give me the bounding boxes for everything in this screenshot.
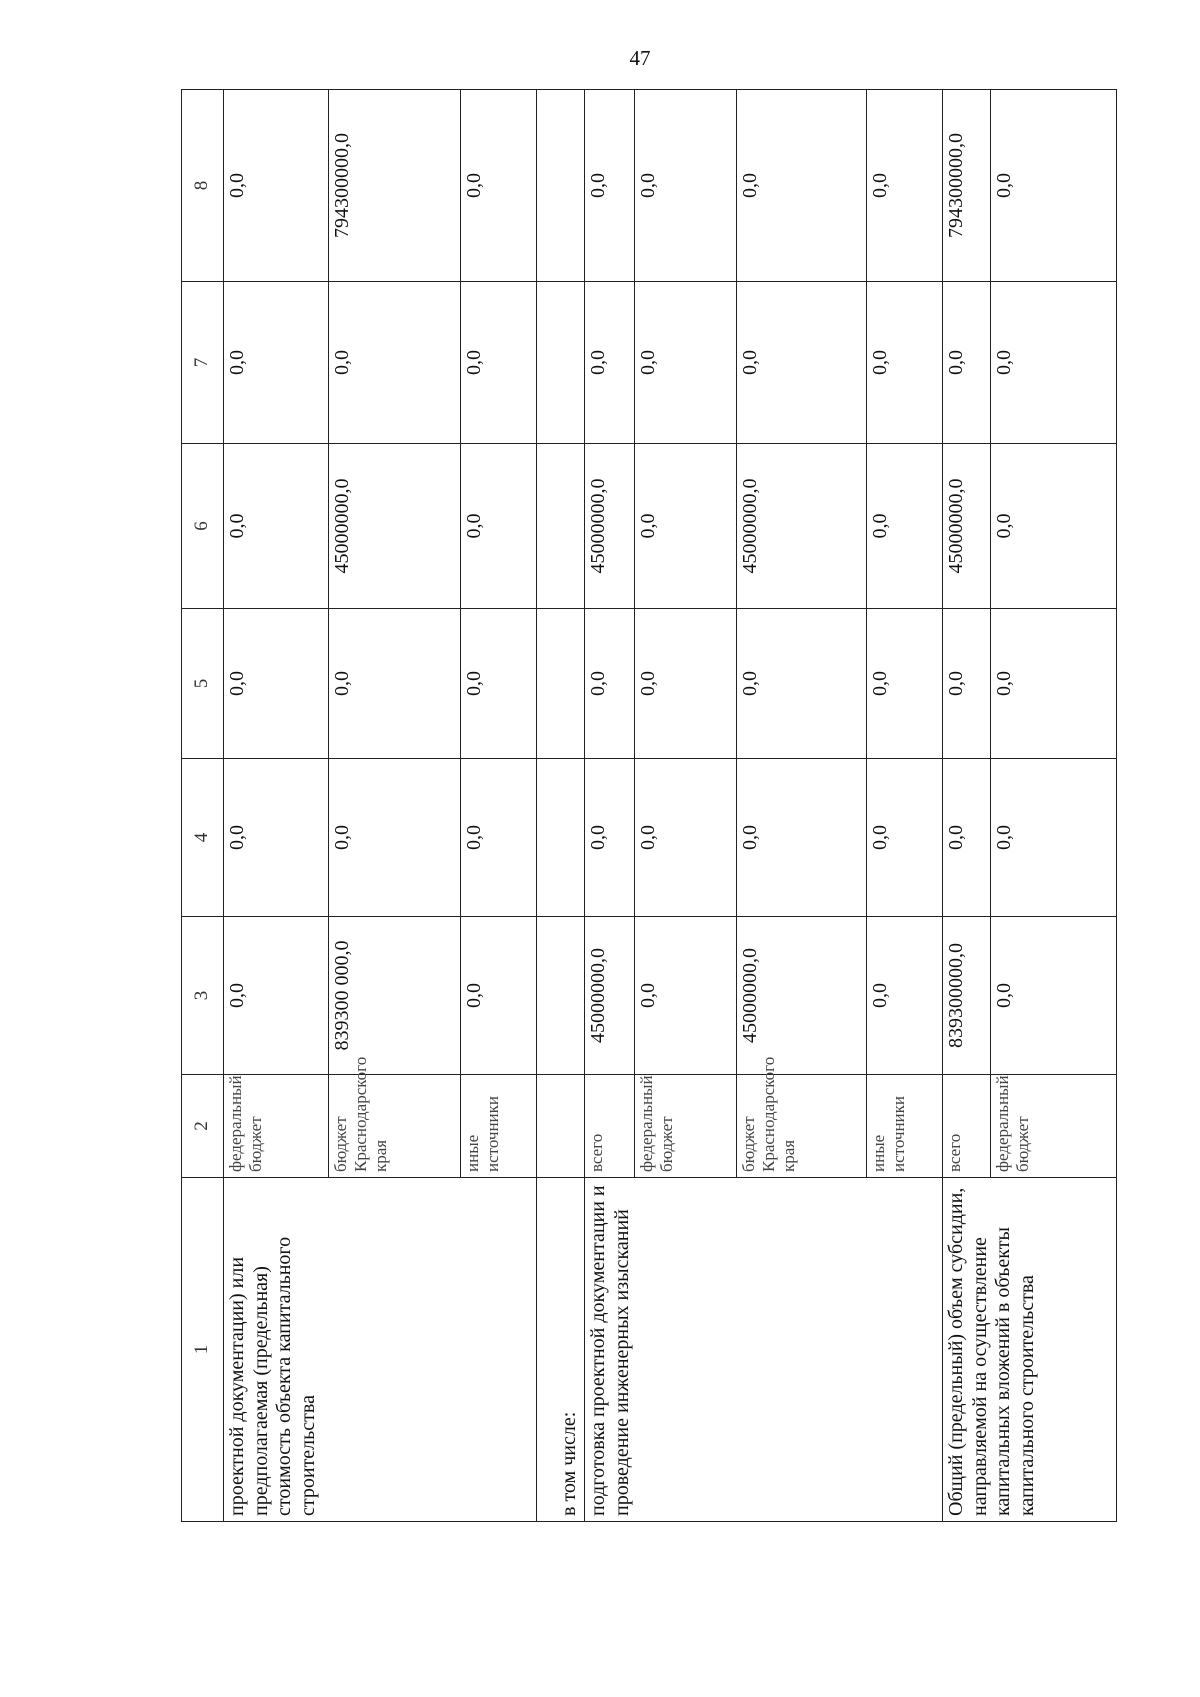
- table-cell: 0,0: [329, 282, 461, 444]
- table-cell: 45000000,0: [737, 444, 867, 609]
- table-cell: 0,0: [461, 917, 537, 1075]
- row-label: в том числе:: [537, 1178, 585, 1522]
- table-cell: 45000000,0: [585, 917, 635, 1075]
- table-cell: 839300000,0: [943, 917, 991, 1075]
- table-cell: 0,0: [867, 90, 943, 282]
- table-cell: 0,0: [991, 444, 1117, 609]
- table-cell: 0,0: [737, 759, 867, 917]
- table-cell: [537, 1075, 585, 1178]
- table-cell: 839300 000,0: [329, 917, 461, 1075]
- table-cell: 0,0: [737, 609, 867, 759]
- table-cell: 45000000,0: [737, 917, 867, 1075]
- table-cell: [537, 609, 585, 759]
- column-header: 3: [182, 917, 224, 1075]
- funding-source: федеральный бюджет: [635, 1075, 737, 1178]
- table-cell: 0,0: [329, 759, 461, 917]
- table-cell: 0,0: [943, 282, 991, 444]
- table-cell: 0,0: [224, 759, 329, 917]
- column-header: 5: [182, 609, 224, 759]
- table-cell: 0,0: [991, 282, 1117, 444]
- page-number: 47: [629, 46, 651, 70]
- table-cell: 0,0: [943, 759, 991, 917]
- table-cell: 0,0: [943, 609, 991, 759]
- funding-source: иные источники: [461, 1075, 537, 1178]
- table-cell: 0,0: [867, 917, 943, 1075]
- table-cell: 0,0: [461, 282, 537, 444]
- table-row: [537, 90, 585, 1522]
- table-cell: 0,0: [224, 282, 329, 444]
- table-cell: 45000000,0: [943, 444, 991, 609]
- table-cell: 0,0: [867, 282, 943, 444]
- row-label: подготовка проектной документации и проведение инженерных изысканий: [585, 1178, 943, 1522]
- table-row: [585, 90, 635, 1522]
- table-cell: 0,0: [224, 444, 329, 609]
- table-cell: 0,0: [991, 917, 1117, 1075]
- column-header: 7: [182, 282, 224, 444]
- table-cell: 0,0: [991, 609, 1117, 759]
- funding-source: иные источники: [867, 1075, 943, 1178]
- table-cell: 0,0: [635, 759, 737, 917]
- funding-source: бюджет Краснодарского края: [329, 1075, 461, 1178]
- table-cell: 0,0: [737, 90, 867, 282]
- table-cell: 0,0: [635, 282, 737, 444]
- table-cell: 0,0: [224, 90, 329, 282]
- table-cell: 0,0: [461, 609, 537, 759]
- table-cell: 0,0: [585, 759, 635, 917]
- table-cell: 0,0: [585, 282, 635, 444]
- table-cell: 0,0: [737, 282, 867, 444]
- row-label: проектной документации) или предполагаемая (предельная) стоимость объекта капитального строительства: [224, 1178, 537, 1522]
- table-cell: 794300000,0: [943, 90, 991, 282]
- table-cell: [537, 282, 585, 444]
- table-cell: 0,0: [635, 444, 737, 609]
- column-header: 4: [182, 759, 224, 917]
- row-label: Общий (предельный) объем субсидии, направляемой на осуществление капитальных вложений в объекты капитального строительства: [943, 1178, 1117, 1522]
- table-cell: 0,0: [224, 917, 329, 1075]
- rotated-table-wrapper: [181, 90, 1116, 1522]
- funding-source: федеральный бюджет: [224, 1075, 329, 1178]
- table-cell: 0,0: [461, 444, 537, 609]
- table-header-row: [182, 90, 224, 1522]
- table-cell: [537, 90, 585, 282]
- column-header: 6: [182, 444, 224, 609]
- table-cell: 794300000,0: [329, 90, 461, 282]
- table-cell: [537, 444, 585, 609]
- table-cell: 0,0: [585, 90, 635, 282]
- table-cell: 45000000,0: [585, 444, 635, 609]
- table-cell: 0,0: [635, 917, 737, 1075]
- table-cell: 0,0: [461, 759, 537, 917]
- budget-table: [181, 89, 1117, 1522]
- table-cell: 0,0: [585, 609, 635, 759]
- column-header: 8: [182, 90, 224, 282]
- column-header: 2: [182, 1075, 224, 1178]
- table-row: [224, 90, 329, 1522]
- funding-source: всего: [585, 1075, 635, 1178]
- table-cell: [537, 917, 585, 1075]
- table-cell: 0,0: [224, 609, 329, 759]
- table-cell: 45000000,0: [329, 444, 461, 609]
- table-cell: 0,0: [635, 609, 737, 759]
- table-cell: 0,0: [461, 90, 537, 282]
- table-cell: 0,0: [867, 609, 943, 759]
- table-cell: 0,0: [867, 759, 943, 917]
- table-cell: 0,0: [991, 90, 1117, 282]
- table-row: [943, 90, 991, 1522]
- funding-source: всего: [943, 1075, 991, 1178]
- funding-source: федеральный бюджет: [991, 1075, 1117, 1178]
- table-cell: 0,0: [991, 759, 1117, 917]
- table-cell: 0,0: [867, 444, 943, 609]
- table-cell: [537, 759, 585, 917]
- funding-source: бюджет Краснодарского края: [737, 1075, 867, 1178]
- table-cell: 0,0: [635, 90, 737, 282]
- column-header: 1: [182, 1178, 224, 1522]
- table-cell: 0,0: [329, 609, 461, 759]
